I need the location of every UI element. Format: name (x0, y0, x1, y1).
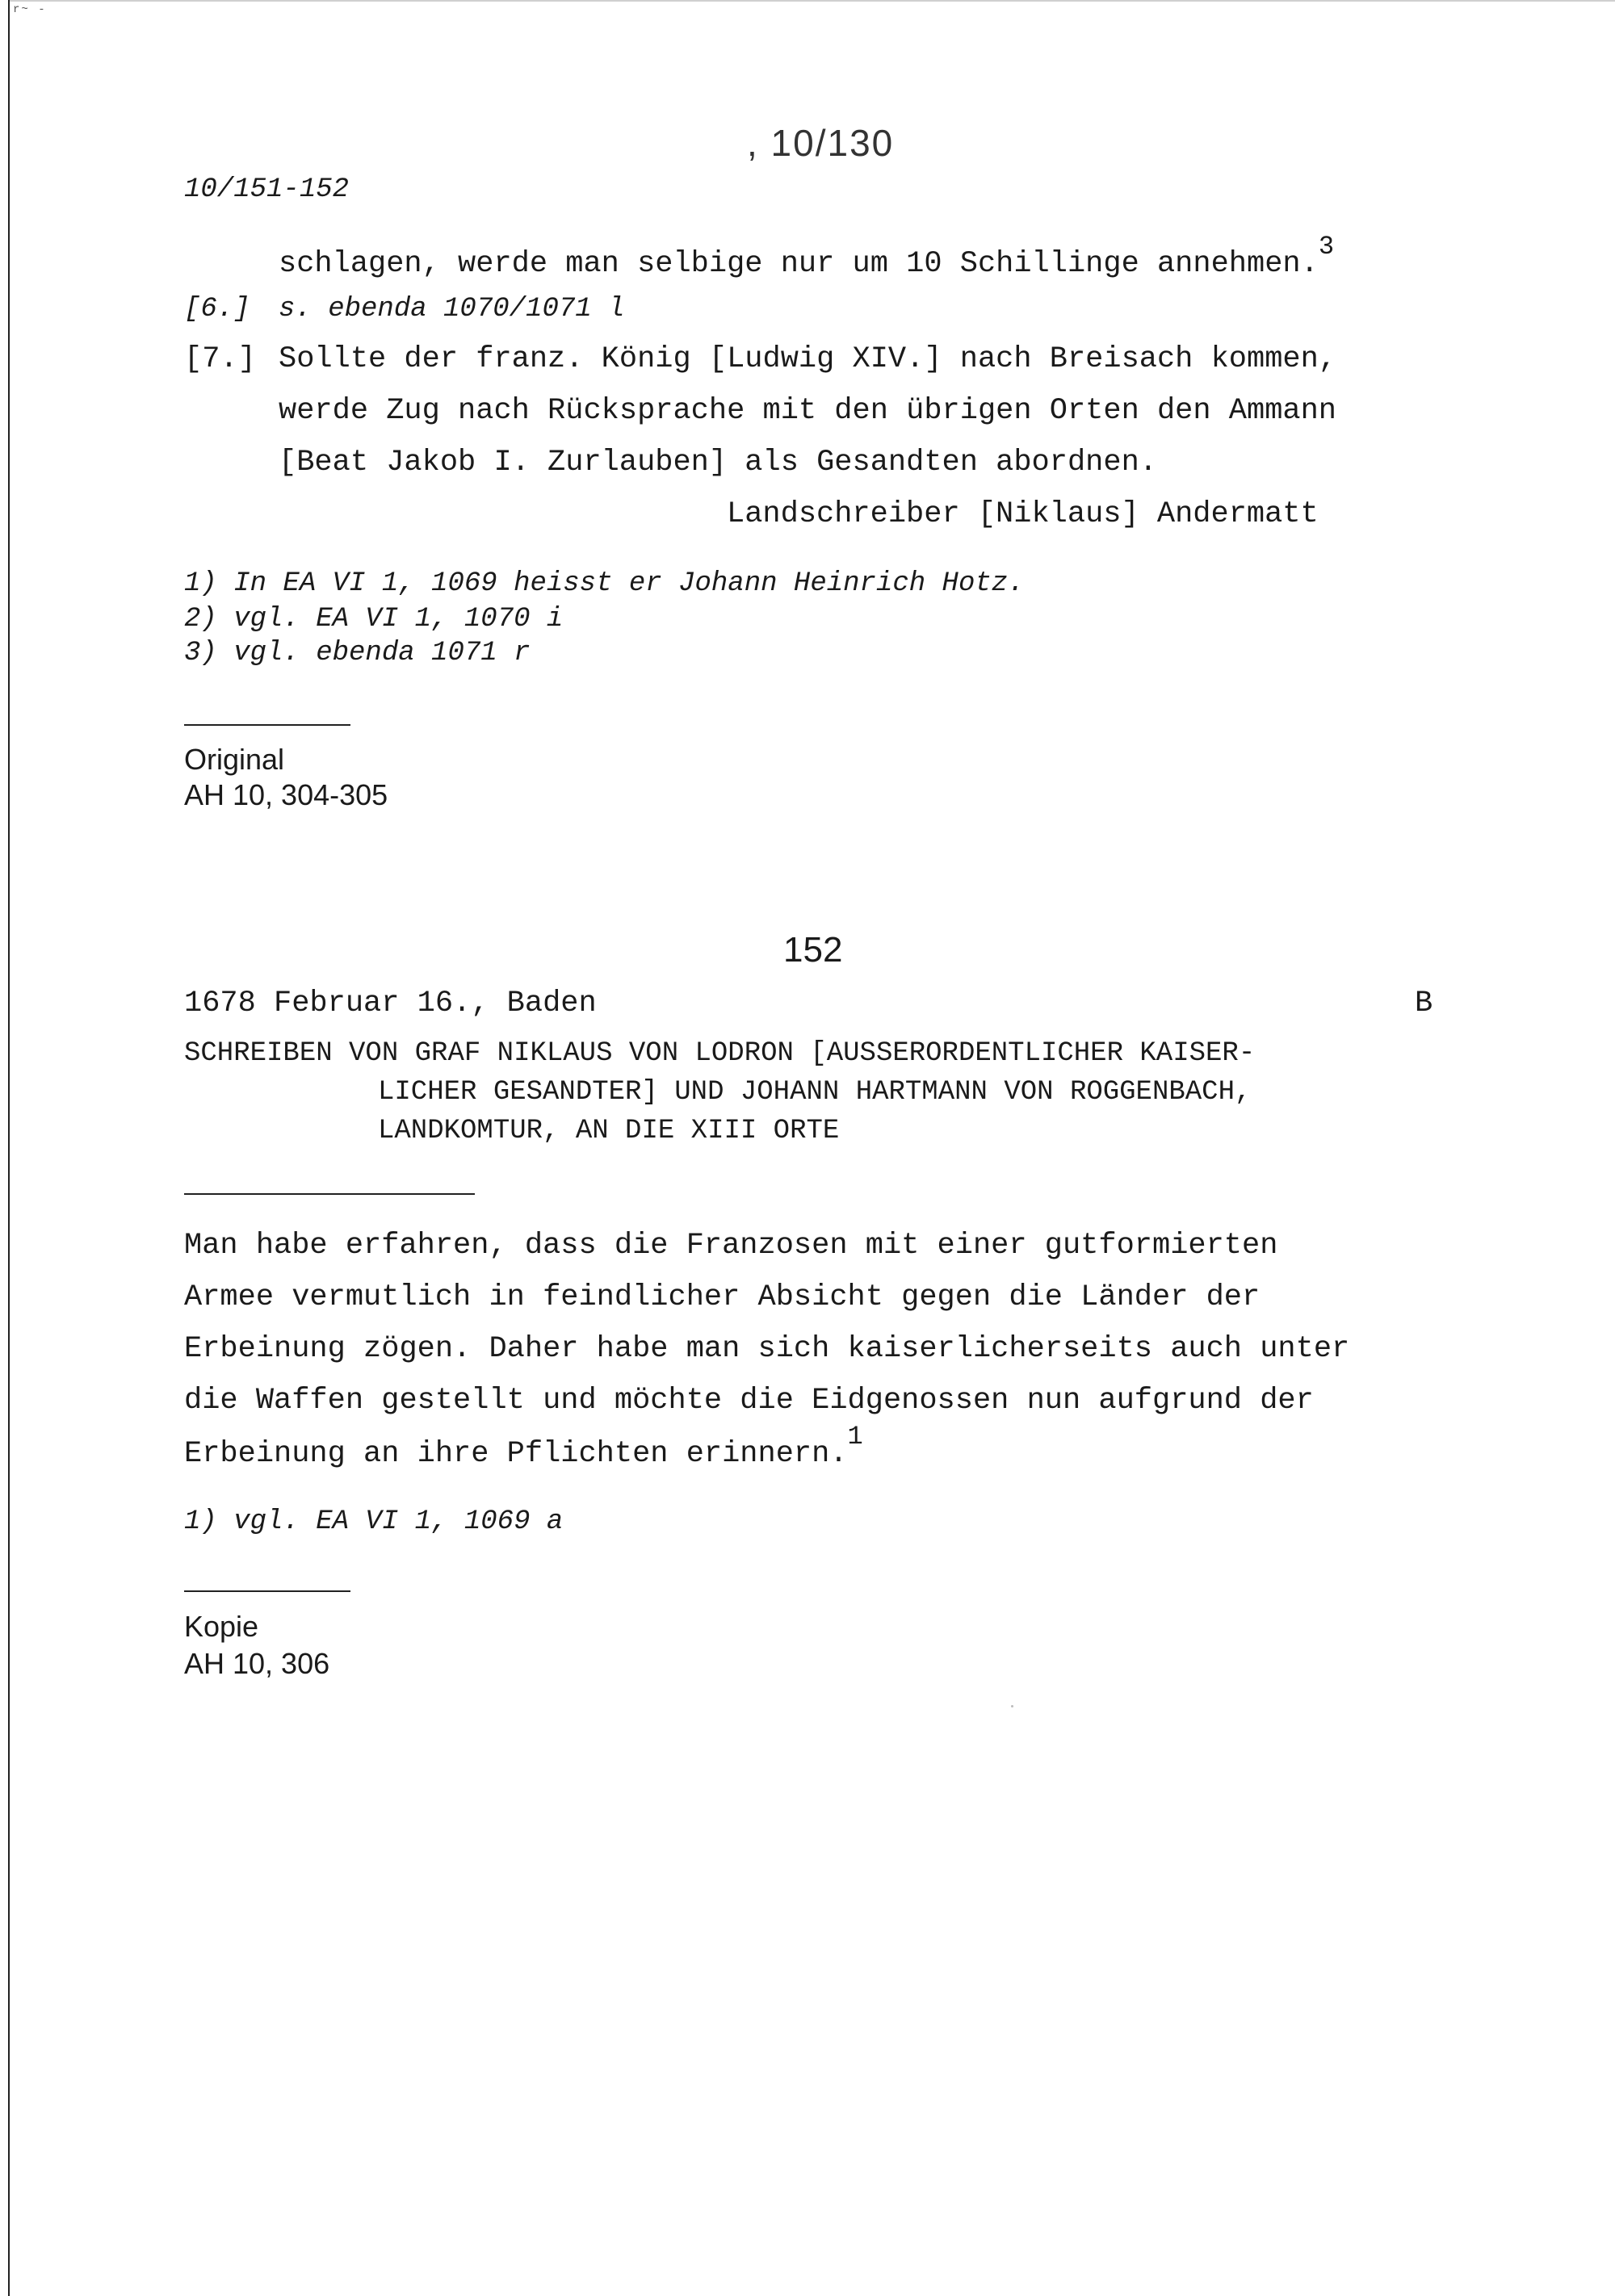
source-type: Original (184, 743, 285, 776)
footnote-2: 2) vgl. EA VI 1, 1070 i (184, 604, 564, 635)
doc152-letter: B (1415, 987, 1433, 1020)
signature: Landschreiber [Niklaus] Andermatt (727, 497, 1319, 531)
separator-rule (184, 724, 350, 726)
scan-speck (1011, 1705, 1013, 1707)
source-ref: AH 10, 304-305 (184, 778, 388, 811)
item6-text: s. ebenda 1070/1071 l (279, 294, 625, 325)
body-line-5 (184, 1422, 863, 1471)
corner-mark: r~ - (13, 3, 47, 16)
footnote-ref-3: 3 (1318, 232, 1335, 262)
doc151-line-schlagen-text: schlagen, werde man selbige nur um 10 Schillinge annehmen. (279, 247, 1319, 281)
footnote-ref-1: 1 (847, 1422, 863, 1452)
doc152-title-line1: SCHREIBEN VON GRAF NIKLAUS VON LODRON [AUSSERORDENTLICHER KAISER- (184, 1038, 1256, 1069)
footnote-3: 3) vgl. ebenda 1071 r (184, 638, 531, 668)
scan-border-top (8, 0, 1615, 2)
footnote-1: 1) In EA VI 1, 1069 heisst er Johann Heinrich Hotz. (184, 568, 1025, 599)
item7-line2: werde Zug nach Rücksprache mit den übrigen Orten den Ammann (279, 394, 1337, 428)
doc152-title-line2: LICHER GESANDTER] UND JOHANN HARTMANN VON ROGGENBACH, (378, 1077, 1252, 1108)
doc151-line-schlagen (279, 232, 1335, 281)
body-line-3: Erbeinung zögen. Daher habe man sich kaiserlicherseits auch unter (184, 1332, 1350, 1366)
doc152-source-type: Kopie (184, 1610, 259, 1643)
doc152-title-line3: LANDKOMTUR, AN DIE XIII ORTE (378, 1116, 840, 1146)
body-line-4: die Waffen gestellt und möchte die Eidgenossen nun aufgrund der (184, 1384, 1314, 1418)
doc152-date-place: 1678 Februar 16., Baden (184, 987, 597, 1020)
item6-label: [6.] (184, 294, 250, 325)
title-underline-rule (184, 1193, 475, 1195)
body-line-1: Man habe erfahren, dass die Franzosen mit einer gutformierten (184, 1229, 1278, 1263)
document-number: 152 (783, 930, 843, 970)
scan-border-left (8, 0, 10, 2296)
separator-rule-2 (184, 1590, 350, 1592)
body-line-5-text: Erbeinung an ihre Pflichten erinnern. (184, 1437, 848, 1471)
item7-label: [7.] (184, 342, 256, 376)
handwritten-archive-number: , 10/130 (747, 122, 895, 164)
body-line-2: Armee vermutlich in feindlicher Absicht gegen die Länder der (184, 1280, 1261, 1314)
item7-line1: Sollte der franz. König [Ludwig XIV.] nach Breisach kommen, (279, 342, 1337, 376)
doc152-source-ref: AH 10, 306 (184, 1647, 330, 1680)
item7-line3: [Beat Jakob I. Zurlauben] als Gesandten abordnen. (279, 446, 1157, 480)
doc152-footnote-1: 1) vgl. EA VI 1, 1069 a (184, 1506, 564, 1537)
header-ref: 10/151-152 (184, 174, 350, 205)
